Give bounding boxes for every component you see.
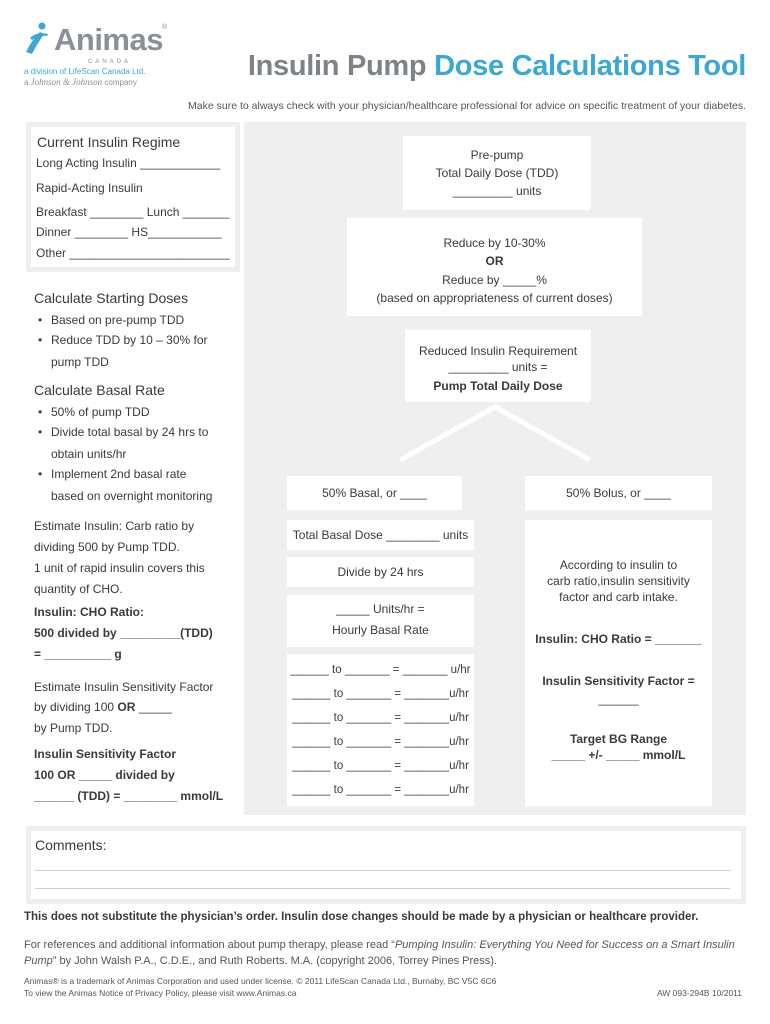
bolus-split-label: 50% Bolus, or ____ xyxy=(566,486,671,500)
hourly-basal-box xyxy=(287,595,474,647)
brand-parent: a Johnson & Johnson company xyxy=(24,77,137,87)
page-title: Insulin Pump Dose Calculations Tool xyxy=(247,50,746,82)
carb-ratio-line2: dividing 500 by Pump TDD. xyxy=(34,540,180,554)
breakfast-lunch-field: Breakfast ________ Lunch _______ xyxy=(36,205,230,219)
document-code: AW 093-294B 10/2011 xyxy=(656,988,742,998)
starting-doses-heading: Calculate Starting Doses xyxy=(34,290,189,306)
prepump-tdd-box xyxy=(403,136,591,210)
privacy-notice: To view the Animas Notice of Privacy Policy, please visit www.Animas.ca xyxy=(24,988,297,998)
list-item-cont: based on overnight monitoring xyxy=(51,489,213,503)
bolus-isf-label: Insulin Sensitivity Factor = xyxy=(542,674,695,688)
top-disclaimer: Make sure to always check with your physician/healthcare professional for advice on specific treatment of your diabetes. xyxy=(188,100,746,112)
isf-line3: by Pump TDD. xyxy=(34,721,113,735)
long-acting-field: Long Acting Insulin ____________ xyxy=(36,156,221,170)
bolus-isf-field: ______ xyxy=(598,692,639,706)
hourly-basal-label: Hourly Basal Rate xyxy=(332,623,429,637)
bolus-desc-2: carb ratio,insulin sensitivity xyxy=(547,574,690,588)
reduced-requirement-box xyxy=(405,330,591,402)
reduced-label: Reduced Insulin Requirement xyxy=(418,344,578,358)
reduce-range: Reduce by 10-30% xyxy=(443,236,546,250)
isf-formula: 100 OR _____ divided by xyxy=(34,768,175,782)
references: For references and additional information about pump therapy, please read “Pumping Insulin: Everything You Need for Success on a Smart Insulin Pump” by John Walsh P.A., C.D.E., and Ruth Roberts. M.A. (copyright 2006, Torrey Pines Press). xyxy=(24,939,735,967)
prepump-tdd-label: Total Daily Dose (TDD) xyxy=(435,166,559,180)
target-bg-label: Target BG Range xyxy=(569,732,668,746)
isf-line1: Estimate Insulin Sensitivity Factor xyxy=(34,680,214,694)
bolus-split-box xyxy=(525,476,712,510)
basal-split-box xyxy=(287,476,462,510)
units-hr-field: _____ Units/hr = xyxy=(336,602,425,616)
list-item: • Divide total basal by 24 hrs to xyxy=(51,425,208,439)
carb-ratio-line4: quantity of CHO. xyxy=(34,582,123,596)
rate-row: ______ to _______ = _______u/hr xyxy=(292,736,469,748)
bolus-desc-1: According to insulin to xyxy=(559,558,678,572)
rapid-acting-label: Rapid-Acting Insulin xyxy=(36,181,143,195)
reduce-custom-field: Reduce by _____% xyxy=(442,273,547,287)
list-item-cont: obtain units/hr xyxy=(51,447,127,461)
comments-panel xyxy=(26,826,746,904)
animas-logo xyxy=(24,20,168,87)
comments-heading: Comments: xyxy=(35,837,107,853)
current-regime-box xyxy=(31,127,235,267)
current-regime-panel xyxy=(26,122,240,272)
list-item: • Implement 2nd basal rate xyxy=(51,467,186,481)
reduce-note: (based on appropriateness of current doses) xyxy=(376,291,613,305)
bolus-cho-ratio: Insulin: CHO Ratio = _______ xyxy=(535,632,702,646)
comment-line xyxy=(35,870,730,871)
other-field: Other ________________________ xyxy=(36,246,230,260)
list-item: • Based on pre-pump TDD xyxy=(51,313,184,327)
list-item: • Reduce TDD by 10 – 30% for xyxy=(51,333,208,347)
brand-division: a division of LifeScan Canada Ltd. xyxy=(24,67,146,76)
prepump-label: Pre-pump xyxy=(470,148,524,162)
rate-row: ______ to _______ = _______u/hr xyxy=(292,688,469,700)
rate-row: ______ to _______ = _______u/hr xyxy=(292,784,469,796)
rate-row: ______ to _______ = _______u/hr xyxy=(292,712,469,724)
reduce-or: OR xyxy=(485,254,504,268)
cho-ratio-result: = __________ g xyxy=(34,647,122,661)
brand-name: Animas xyxy=(54,22,163,57)
brand-reg-mark: ® xyxy=(162,24,168,31)
cho-ratio-label: Insulin: CHO Ratio: xyxy=(34,605,144,619)
isf-line2: by dividing 100 OR _____ xyxy=(34,700,173,714)
comments-box xyxy=(31,831,741,899)
target-bg-field: _____ +/- _____ mmol/L xyxy=(551,748,686,762)
rate-row: ______ to _______ = _______u/hr xyxy=(292,760,469,772)
flow-panel xyxy=(244,122,746,815)
reduced-units-field: _________ units = xyxy=(448,360,548,374)
trademark-notice: Animas® is a trademark of Animas Corporation and used under license. © 2011 LifeScan Canada Ltd., Burnaby, BC V5C 6C6 xyxy=(24,976,497,986)
bolus-details-box xyxy=(525,520,712,806)
pump-tdd-label: Pump Total Daily Dose xyxy=(433,379,563,393)
list-item: • 50% of pump TDD xyxy=(51,405,150,419)
total-basal-box xyxy=(287,520,474,550)
carb-ratio-line3: 1 unit of rapid insulin covers this xyxy=(34,561,205,575)
reduce-box xyxy=(347,218,642,316)
divide-24-label: Divide by 24 hrs xyxy=(337,565,424,579)
bolus-desc-3: factor and carb intake. xyxy=(559,590,678,604)
basal-rate-heading: Calculate Basal Rate xyxy=(34,382,165,398)
isf-result: ______ (TDD) = ________ mmol/L xyxy=(34,789,224,803)
basal-rate-table xyxy=(287,654,474,806)
isf-label: Insulin Sensitivity Factor xyxy=(34,747,177,761)
cho-ratio-formula: 500 divided by _________(TDD) xyxy=(34,626,213,640)
rate-row: ______ to _______ = _______ u/hr xyxy=(290,664,471,676)
carb-ratio-line1: Estimate Insulin: Carb ratio by xyxy=(34,519,195,533)
divide-24-box xyxy=(287,557,474,587)
list-item-cont: pump TDD xyxy=(51,355,109,369)
physician-notice: This does not substitute the physician’s order. Insulin dose changes should be made by a physician or healthcare provider. xyxy=(24,911,699,923)
dinner-hs-field: Dinner ________ HS___________ xyxy=(36,225,222,239)
prepump-units-field: _________ units xyxy=(452,184,542,198)
total-basal-field: Total Basal Dose ________ units xyxy=(292,528,469,542)
brand-country: CANADA xyxy=(88,59,132,65)
animas-figure-icon xyxy=(24,22,50,56)
comment-line xyxy=(35,888,730,889)
basal-split-label: 50% Basal, or ____ xyxy=(322,486,427,500)
current-regime-heading: Current Insulin Regime xyxy=(37,134,181,150)
